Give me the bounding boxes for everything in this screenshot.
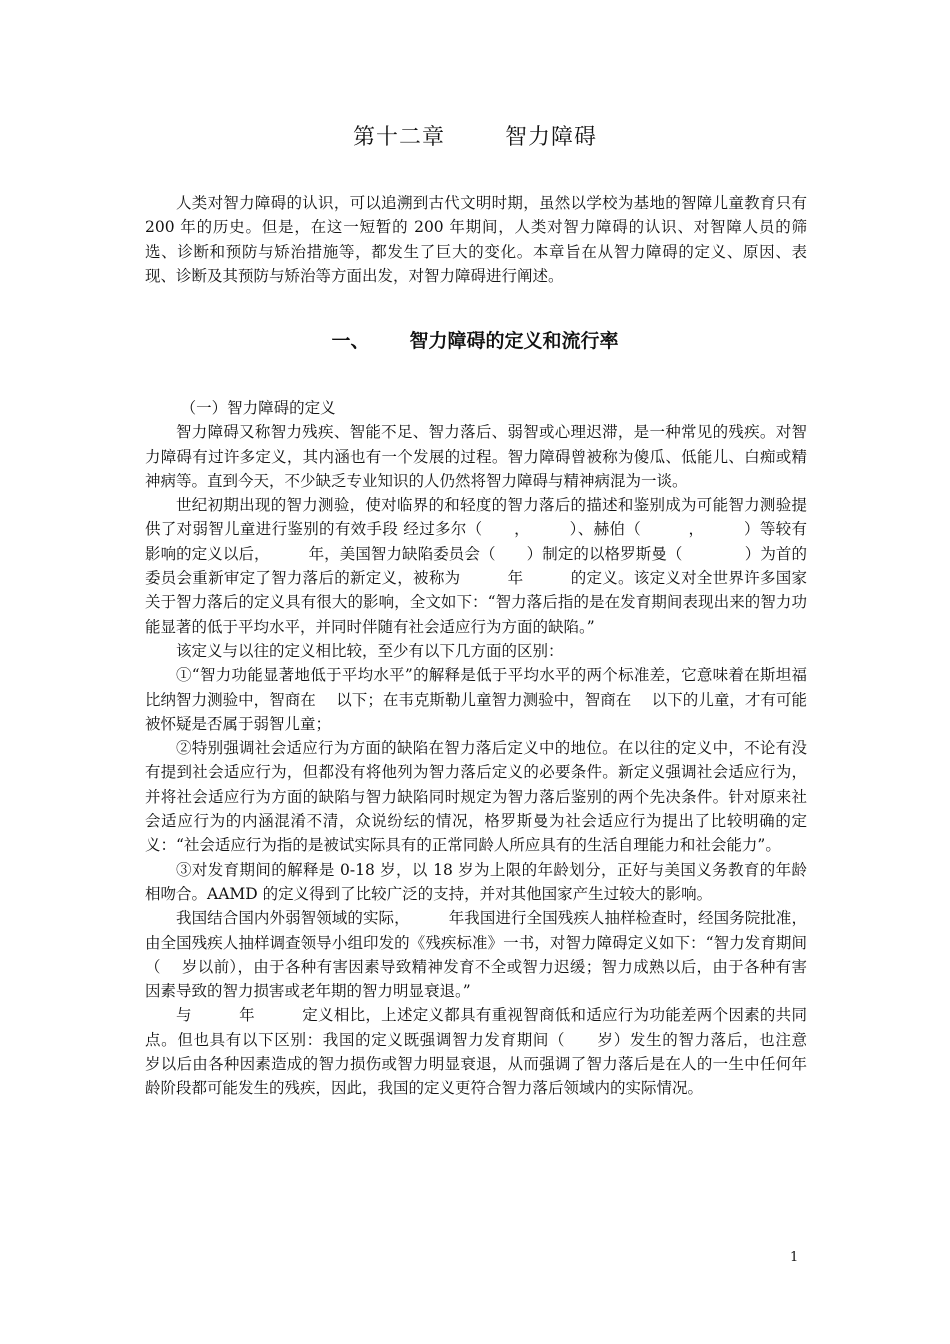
section-number: 一、 [331, 330, 370, 352]
paragraph: 我国结合国内外弱智领域的实际， 年我国进行全国残疾人抽样检查时，经国务院批准，由全国残疾人抽样调查领导小组印发的《残疾标准》一书，对智力障碍定义如下：“智力发育期间（ 岁以前），由于各种有害因素导致精神发育不全或智力迟缓；智力成熟以后，由于各种有害因素导致的智力损害或老年期的智力明显衰退。” [145, 909, 807, 1001]
section-title: 智力障碍的定义和流行率 [409, 330, 619, 352]
page-number: 1 [790, 1250, 799, 1265]
paragraph: 该定义与以往的定义相比较，至少有以下几方面的区别： [176, 641, 564, 660]
chapter-number: 第十二章 [352, 125, 445, 150]
intro-paragraph: 人类对智力障碍的认识，可以追溯到古代文明时期，虽然以学校为基地的智障儿童教育只有 200 年的历史。但是，在这一短暂的 200 年期间，人类对智力障碍的认识、对智障人员的筛选、诊断和预防与矫治措施等，都发生了巨大的变化。本章旨在从智力障碍的定义、原因、表现、诊断及其预防与矫治等方面出发，对智力障碍进行阐述。 [145, 194, 807, 285]
section-content [145, 396, 828, 1101]
paragraph: 智力障碍又称智力残疾、智能不足、智力落后、弱智或心理迟滞，是一种常见的残疾。对智力障碍有过许多定义，其内涵也有一个发展的过程。智力障碍曾被称为傻瓜、低能儿、白痴或精神病等。直到今天，不少缺乏专业知识的人仍然将智力障碍与精神病混为一谈。 [145, 423, 807, 490]
paragraph: ①“智力功能显著地低于平均水平”的解释是低于平均水平的两个标准差，它意味着在斯坦福 比纳智力测验中，智商在 以下；在韦克斯勒儿童智力测验中，智商在 以下的儿童，才有可能被怀疑是否属于弱智儿童； [145, 666, 807, 733]
intro-block [145, 191, 807, 288]
paragraph: ②特别强调社会适应行为方面的缺陷在智力落后定义中的地位。在以往的定义中，不论有没有提到社会适应行为，但都没有将他列为智力落后定义的必要条件。新定义强调社会适应行为，并将社会适应行为方面的缺陷与智力缺陷同时规定为智力落后鉴别的两个先决条件。针对原来社会适应行为的内涵混淆不清，众说纷纭的情况，格罗斯曼为社会适应行为提出了比较明确的定义：“社会适应行为指的是被试实际具有的正常同龄人所应具有的生活自理能力和社会能力”。 [145, 739, 807, 855]
paragraph: 世纪初期出现的智力测验，使对临界的和轻度的智力落后的描述和鉴别成为可能智力测验提供了对弱智儿童进行鉴别的有效手段 经过多尔（ ， ）、赫伯（ ， ）等较有影响的定义以后， 年，美国智力缺陷委员会（ ）制定的以格罗斯曼（ ）为首的委员会重新审定了智力落后的新定义，被称为 年 的定义。该定义对全世界许多国家关于智力落后的定义具有很大的影响，全文如下：“智力落后指的是在发育期间表现出来的智力功能显著的低于平均水平，并同时伴随有社会适应行为方面的缺陷。” [145, 496, 807, 636]
paragraph: ③对发育期间的解释是 0-18 岁，以 18 岁为上限的年龄划分，正好与美国义务教育的年龄相吻合。AAMD 的定义得到了比较广泛的支持，并对其他国家产生过较大的影响。 [145, 860, 807, 903]
paragraph: 与 年 定义相比，上述定义都具有重视智商低和适应行为功能差两个因素的共同点。但也具有以下区别：我国的定义既强调智力发育期间（ 岁）发生的智力落后，也注意 岁以后由各种因素造成的智力损伤或智力明显衰退，从而强调了智力落后是在人的一生中任何年龄阶段都可能发生的残疾，因此，我国的定义更符合智力落后领域内的实际情况。 [145, 1006, 828, 1098]
section-heading [0, 326, 950, 353]
subsection-heading: （一）智力障碍的定义 [180, 399, 336, 417]
chapter-title [0, 120, 950, 151]
chapter-name: 智力障碍 [505, 125, 598, 150]
